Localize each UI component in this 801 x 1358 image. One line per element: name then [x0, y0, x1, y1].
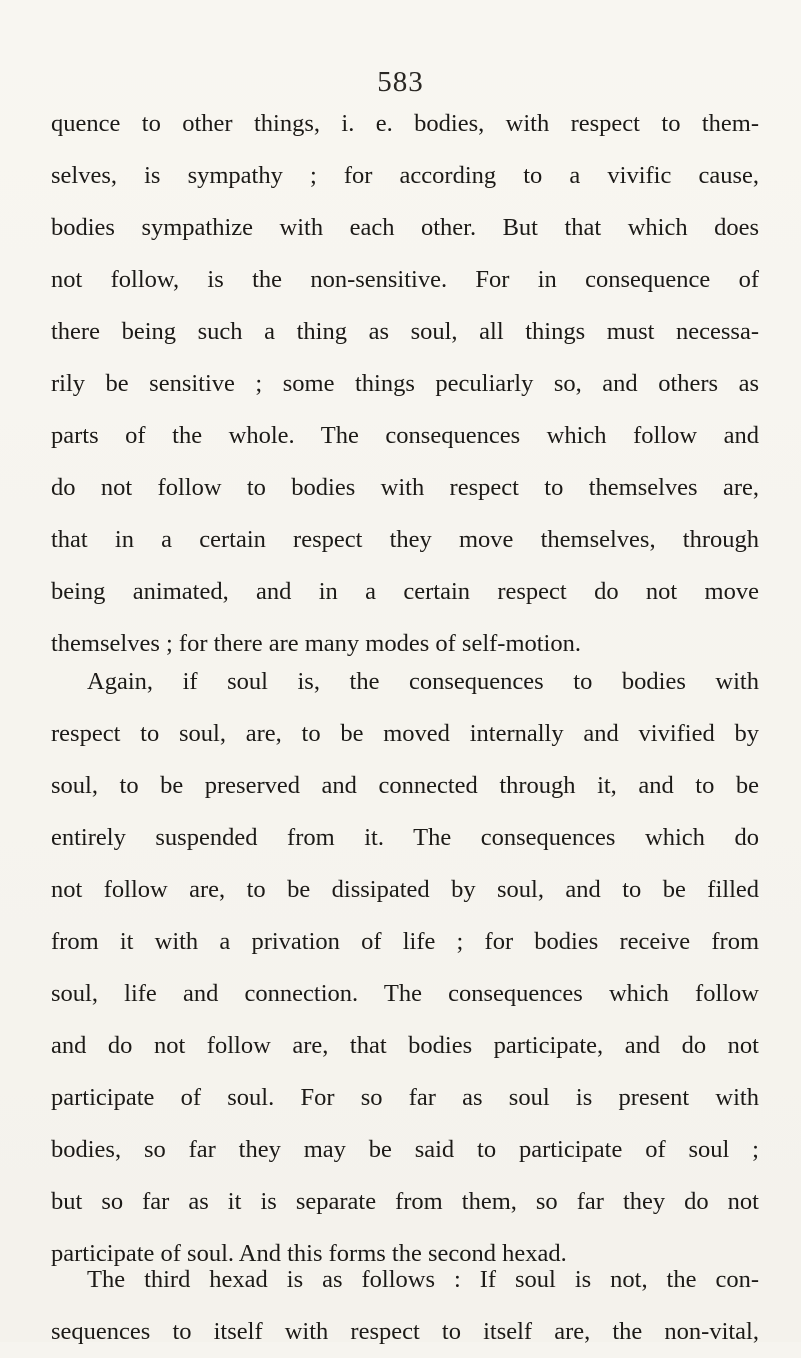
- text-line: bodies, so far they may be said to participate of soul ;: [51, 1136, 759, 1163]
- paragraph-1: [51, 98, 759, 670]
- text-line: but so far as it is separate from them, so far they do not: [51, 1188, 759, 1215]
- text-line: do not follow to bodies with respect to themselves are,: [51, 474, 759, 501]
- paragraph-3: [51, 1254, 759, 1358]
- text-line: themselves ; for there are many modes of self-motion.: [51, 630, 581, 657]
- text-line: being animated, and in a certain respect do not move: [51, 578, 759, 605]
- text-line: soul, to be preserved and connected through it, and to be: [51, 772, 759, 799]
- text-line: bodies sympathize with each other. But that which does: [51, 214, 759, 241]
- text-line: that in a certain respect they move themselves, through: [51, 526, 759, 553]
- text-line: participate of soul. And this forms the second hexad.: [51, 1240, 567, 1267]
- text-line: entirely suspended from it. The consequences which do: [51, 824, 759, 851]
- text-line: and do not follow are, that bodies participate, and do not: [51, 1032, 759, 1059]
- text-line: sequences to itself with respect to itself are, the non-vital,: [51, 1318, 759, 1345]
- text-line: participate of soul. For so far as soul is present with: [51, 1084, 759, 1111]
- text-line: respect to soul, are, to be moved internally and vivified by: [51, 720, 759, 747]
- text-line: there being such a thing as soul, all things must necessa-: [51, 318, 759, 345]
- page-number: 583: [377, 66, 424, 98]
- text-line: rily be sensitive ; some things peculiarly so, and others as: [51, 370, 759, 397]
- text-line: not follow, is the non-sensitive. For in consequence of: [51, 266, 759, 293]
- paragraph-2: [51, 656, 759, 1280]
- text-line: The third hexad is as follows : If soul is not, the con-: [87, 1266, 759, 1293]
- text-line: Again, if soul is, the consequences to bodies with: [87, 668, 759, 695]
- text-line: selves, is sympathy ; for according to a vivific cause,: [51, 162, 759, 189]
- text-line: quence to other things, i. e. bodies, with respect to them-: [51, 110, 759, 137]
- text-line: soul, life and connection. The consequences which follow: [51, 980, 759, 1007]
- text-line: from it with a privation of life ; for bodies receive from: [51, 928, 759, 955]
- text-line: not follow are, to be dissipated by soul, and to be filled: [51, 876, 759, 903]
- text-line: parts of the whole. The consequences which follow and: [51, 422, 759, 449]
